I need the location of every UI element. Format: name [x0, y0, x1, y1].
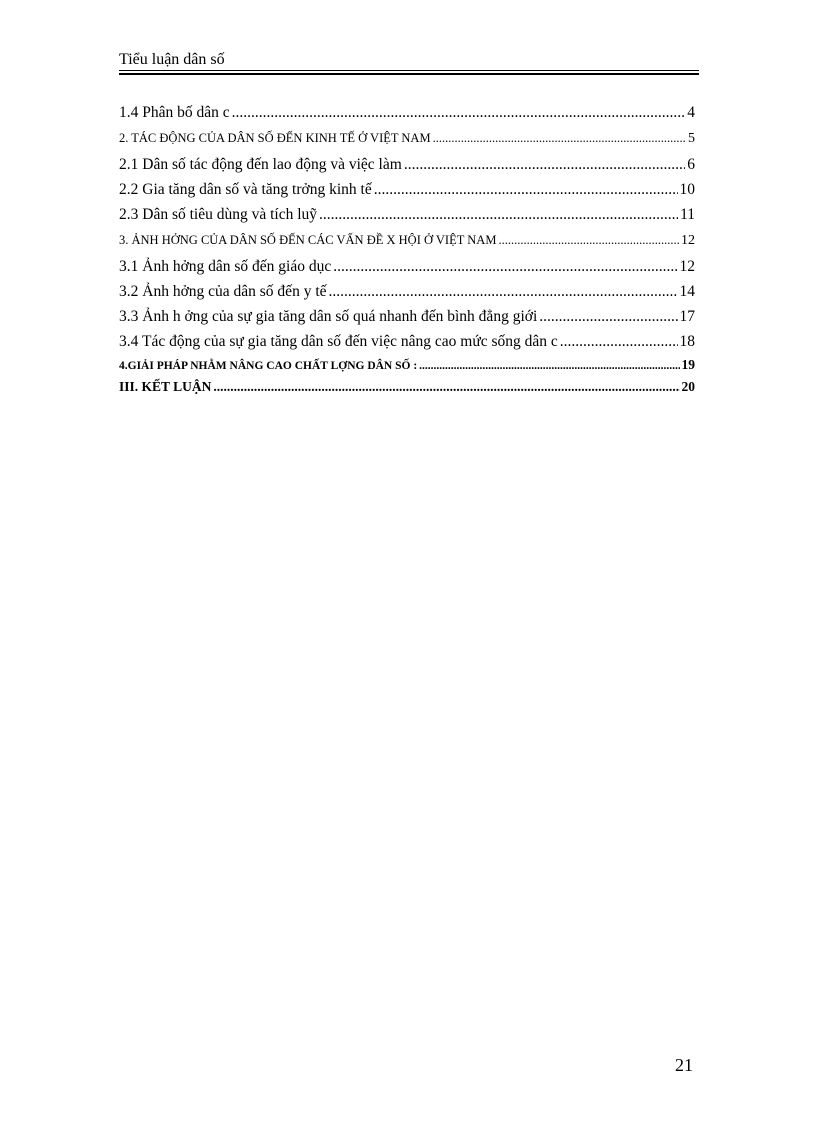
running-header-title: Tiểu luận dân số: [119, 51, 225, 68]
toc-entry-page: 19: [681, 357, 695, 372]
toc-entry-page: 10: [679, 181, 695, 198]
toc-entry-page: 14: [679, 283, 695, 300]
toc-entry-page: 6: [687, 156, 695, 173]
toc-entry-1-4[interactable]: [119, 100, 695, 125]
page-number: 21: [675, 1055, 693, 1075]
toc-entry-label: 3.1 Ảnh hởng dân số đến giáo dục: [119, 258, 332, 275]
toc-entry-3-1[interactable]: [119, 254, 695, 279]
toc-entry-page: 20: [681, 379, 695, 394]
toc-entry-2-2[interactable]: [119, 177, 695, 202]
toc-entry-label: 3.3 Ảnh h ởng của sự gia tăng dân số quá nhanh đến bình đẳng giới: [119, 308, 538, 325]
toc-entry-2[interactable]: [119, 125, 695, 152]
toc-entry-page: 12: [679, 258, 695, 275]
toc-entry-page: 11: [680, 206, 695, 223]
toc-leader-dots: [560, 329, 678, 354]
toc-entry-page: 4: [687, 104, 695, 121]
toc-entry-label: III. KẾT LUẬN: [119, 379, 212, 394]
toc-entry-page: 12: [681, 233, 695, 248]
toc-entry-3-4[interactable]: [119, 329, 695, 354]
toc-leader-dots: [232, 100, 686, 125]
toc-leader-dots: [213, 376, 679, 398]
toc-entry-label: 4.GIẢI PHÁP NHẰM NÂNG CAO CHẤT LỢNG DÂN SỐ :: [119, 360, 418, 372]
toc-entry-label: 3. ẢNH HỞNG CỦA DÂN SỐ ĐẾN CÁC VẤN ĐỀ X HỘI Ở VIỆT NAM: [119, 233, 497, 247]
toc-entry-label: 2.1 Dân số tác động đến lao động và việc làm: [119, 156, 402, 173]
toc-leader-dots: [374, 177, 678, 202]
toc-entry-3[interactable]: [119, 227, 695, 254]
toc-leader-dots: [404, 152, 685, 177]
toc-entry-page: 18: [679, 333, 695, 350]
toc-leader-dots: [498, 227, 679, 254]
toc-entry-label: 2.3 Dân số tiêu dùng và tích luỹ: [119, 206, 318, 223]
toc-entry-3-3[interactable]: [119, 304, 695, 329]
toc-leader-dots: [539, 304, 677, 329]
header-rule-thick: [119, 73, 699, 75]
toc-entry-2-1[interactable]: [119, 152, 695, 177]
toc-entry-label: 3.4 Tác động của sự gia tăng dân số đến việc nâng cao mức sống dân c: [119, 333, 558, 350]
toc-leader-dots: [433, 125, 686, 152]
toc-entry-page: 17: [679, 308, 695, 325]
toc-entry-label: 2. TÁC ĐỘNG CỦA DÂN SỐ ĐẾN KINH TẾ Ở VIỆT NAM: [119, 131, 431, 145]
toc-entry-label: 3.2 Ảnh hởng của dân số đến y tế: [119, 283, 327, 300]
toc-leader-dots: [333, 254, 677, 279]
toc-entry-conclusion[interactable]: [119, 376, 695, 398]
toc-entry-page: 5: [688, 131, 695, 146]
toc-entry-3-2[interactable]: [119, 279, 695, 304]
table-of-contents: [119, 100, 695, 398]
toc-leader-dots: [329, 279, 678, 304]
toc-entry-4[interactable]: [119, 354, 695, 376]
header-rule-thin: [119, 70, 699, 71]
toc-entry-label: 2.2 Gia tăng dân số và tăng trởng kinh tế: [119, 181, 372, 198]
toc-leader-dots: [419, 355, 679, 376]
toc-leader-dots: [319, 202, 678, 227]
toc-entry-2-3[interactable]: [119, 202, 695, 227]
toc-entry-label: 1.4 Phân bố dân c: [119, 104, 230, 121]
